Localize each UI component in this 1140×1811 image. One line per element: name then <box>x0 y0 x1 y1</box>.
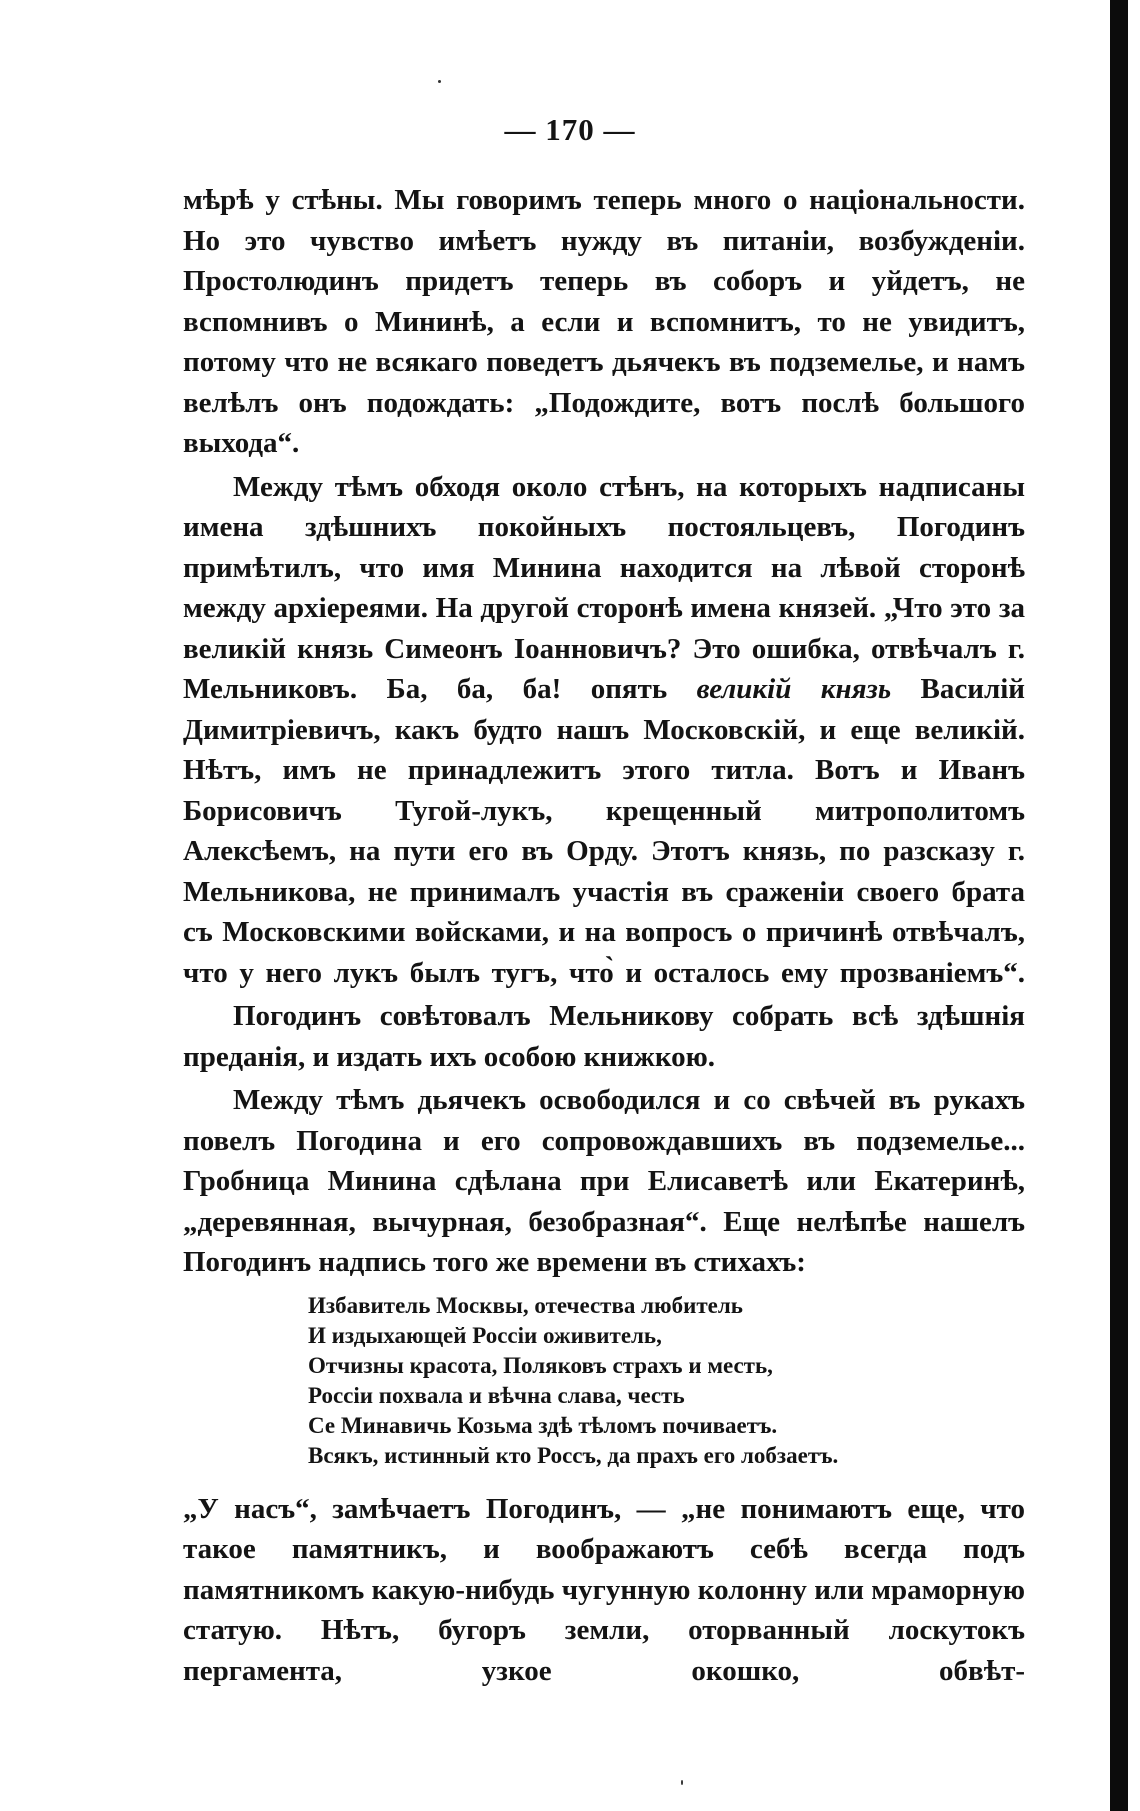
paragraph-2-italic-phrase: великій князь <box>696 673 892 705</box>
verse-line: Се Минавичь Козьма здѣ тѣломъ почиваетъ. <box>308 1412 778 1438</box>
verse-line: Избавитель Москвы, отечества любитель <box>308 1292 743 1318</box>
paragraph-3 <box>183 996 1025 1077</box>
verse-line: Отчизны красота, Поляковъ страхъ и месть, <box>308 1352 773 1378</box>
paragraph-1-text: мѣрѣ у стѣны. Мы говоримъ теперь много о національности. Но это чувство имѣетъ нужду въ питаніи, возбужденіи. Простолюдинъ придетъ теперь въ соборъ и уйдетъ, не вспомнивъ о Мининѣ, а если и вспомнитъ, то не увидитъ, потому что не всякаго поведетъ дьячекъ въ подземелье, и намъ велѣлъ онъ подождать: „Подождите, вотъ послѣ большого выхода“. <box>183 184 1025 459</box>
page-edge-bar <box>1110 0 1128 1811</box>
paragraph-2 <box>183 467 1025 994</box>
paragraph-4-text: Между тѣмъ дьячекъ освободился и со свѣчей въ рукахъ повелъ Погодина и его сопровождавшихъ въ подземелье... Гробница Минина сдѣлана при Елисаветѣ или Екатеринѣ, „деревянная, вычурная, безобразная“. Еще нелѣпѣе нашелъ Погодинъ надпись того же времени въ стихахъ: <box>183 1084 1025 1278</box>
scan-speck <box>438 80 441 83</box>
scan-speck <box>681 1780 683 1785</box>
paragraph-1 <box>183 180 1025 464</box>
page-number: — 170 — <box>504 112 636 147</box>
verse-line: Россіи похвала и вѣчна слава, честь <box>308 1382 685 1408</box>
verse-line: И издыхающей Россіи оживитель, <box>308 1322 662 1348</box>
paragraph-2-text-before: Между тѣмъ обходя около стѣнъ, на которыхъ надписаны имена здѣшнихъ покойныхъ постояльцевъ, Погодинъ примѣтилъ, что имя Минина находится на лѣвой сторонѣ между архіереями. На другой сторонѣ имена князей. „Что это за великій князь Симеонъ Іоанновичъ? Это ошибка, отвѣчалъ г. Мельниковъ. Ба, ба, ба! опять <box>183 470 1025 705</box>
paragraph-5 <box>183 1489 1025 1692</box>
verse-inscription <box>308 1291 1025 1471</box>
paragraph-3-text: Погодинъ совѣтовалъ Мельникову собрать всѣ здѣшнія преданія, и издать ихъ особою книжкою. <box>183 1000 1025 1073</box>
body-text <box>183 180 1025 1691</box>
paragraph-5-text: „У насъ“, замѣчаетъ Погодинъ, — „не понимаютъ еще, что такое памятникъ, и воображаютъ себѣ всегда подъ памятникомъ какую-нибудь чугунную колонну или мраморную статую. Нѣтъ, бугоръ земли, оторванный лоскутокъ пергамента, узкое окошко, обвѣт- <box>183 1492 1025 1687</box>
paragraph-4 <box>183 1080 1025 1283</box>
verse-line: Всякъ, истинный кто Россъ, да прахъ его лобзаетъ. <box>308 1442 839 1468</box>
paragraph-2-text-after: Василій Димитріевичъ, какъ будто нашъ Московскій, и еще великій. Нѣтъ, имъ не принадлежитъ этого титла. Вотъ и Иванъ Борисовичъ Тугой-лукъ, крещенный митрополитомъ Алексѣемъ, на пути его въ Орду. Этотъ князь, по разсказу г. Мельникова, не принималъ участія въ сраженіи своего брата съ Московскими войсками, и на вопросъ о причинѣ отвѣчалъ, что у него лукъ былъ тугъ, что̀ и осталось ему прозваніемъ“. <box>183 673 1025 989</box>
